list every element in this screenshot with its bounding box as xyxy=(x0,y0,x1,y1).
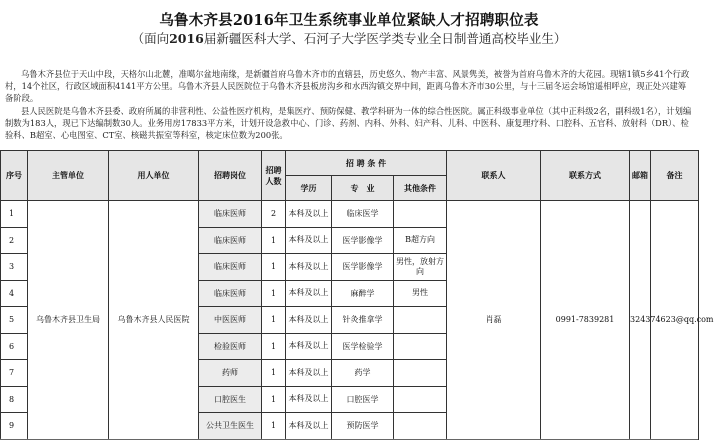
table-row xyxy=(1,201,699,228)
cell-position: 中医医师 xyxy=(199,307,262,334)
header-phone: 联系方式 xyxy=(541,151,630,201)
cell-position: 检验医师 xyxy=(199,333,262,360)
cell-count: 1 xyxy=(262,360,286,387)
cell-major: 口腔医学 xyxy=(332,386,394,413)
cell-position: 临床医师 xyxy=(199,254,262,281)
header-contact: 联系人 xyxy=(447,151,541,201)
subtitle-prefix: （面向 xyxy=(131,31,170,46)
header-email: 邮箱 xyxy=(630,151,651,201)
intro-paragraph-2: 县人民医院是乌鲁木齐县委、政府所属的非营利性、公益性医疗机构，是集医疗、预防保健、教学科研为一体的综合性医院。属正科级事业单位（其中正科级2名，副科级1名），计划编制数为183人，现已下达编制数30人。业务用房17833平方米，计划开设急救中心、门诊、药剂、内科、外科、妇产科、儿科、中医科、康复理疗科、口腔科、五官科、放射科（DR）、检验科、B超室、心电图室、CT室、核磁共振室等科室，核定床位数为200张。 xyxy=(5,105,692,141)
cell-seq: 5 xyxy=(1,307,28,334)
header-major: 专 业 xyxy=(332,176,394,201)
cell-count: 1 xyxy=(262,254,286,281)
cell-major: 医学检验学 xyxy=(332,333,394,360)
cell-seq: 6 xyxy=(1,333,28,360)
cell-other xyxy=(394,201,447,228)
header-count: 招聘人数 xyxy=(262,151,286,201)
cell-seq: 7 xyxy=(1,360,28,387)
cell-education: 本科及以上 xyxy=(286,227,332,254)
cell-other xyxy=(394,360,447,387)
bottom-edge xyxy=(0,438,698,444)
cell-education: 本科及以上 xyxy=(286,360,332,387)
header-position: 招聘岗位 xyxy=(199,151,262,201)
cell-other: 男性 xyxy=(394,280,447,307)
cell-seq: 3 xyxy=(1,254,28,281)
cell-other xyxy=(394,333,447,360)
cell-seq: 4 xyxy=(1,280,28,307)
cell-position: 临床医师 xyxy=(199,227,262,254)
subtitle-suffix: 届新疆医科大学、石河子大学医学类专业全日制普通高校毕业生） xyxy=(203,31,567,46)
cell-major: 临床医学 xyxy=(332,201,394,228)
cell-education: 本科及以上 xyxy=(286,280,332,307)
cell-count: 1 xyxy=(262,307,286,334)
recruitment-table xyxy=(0,150,714,440)
cell-email: 324374623@qq.com xyxy=(630,201,651,440)
cell-education: 本科及以上 xyxy=(286,201,332,228)
cell-count: 1 xyxy=(262,280,286,307)
header-authority: 主管单位 xyxy=(28,151,109,201)
cell-other xyxy=(394,413,447,440)
cell-education: 本科及以上 xyxy=(286,307,332,334)
cell-major: 预防医学 xyxy=(332,413,394,440)
cell-phone: 0991-7839281 xyxy=(541,201,630,440)
cell-other xyxy=(394,386,447,413)
cell-seq: 2 xyxy=(1,227,28,254)
cell-seq: 1 xyxy=(1,201,28,228)
intro-paragraph-1: 乌鲁木齐县位于天山中段，天格尔山北麓，准噶尔盆地南缘，是新疆首府乌鲁木齐市的直辖县，历史悠久、物产丰富、风景隽美，被誉为首府乌鲁木齐的大花园。现辖1镇5乡41个行政村，14个社区，行政区域面积4141平方公里。乌鲁木齐县人民医院位于乌鲁木齐县板房沟乡和水西沟镇交界中间，距离乌鲁木齐市30公里，与十三届冬运会场馆遥相呼应，现正处兴建筹备阶段。 xyxy=(5,69,690,104)
cell-major: 麻醉学 xyxy=(332,280,394,307)
cell-major: 医学影像学 xyxy=(332,227,394,254)
cell-count: 1 xyxy=(262,227,286,254)
header-remark: 备注 xyxy=(651,151,699,201)
cell-education: 本科及以上 xyxy=(286,413,332,440)
header-education: 学历 xyxy=(286,176,332,201)
cell-position: 临床医师 xyxy=(199,201,262,228)
subtitle-year: 2016 xyxy=(169,31,204,46)
cell-count: 2 xyxy=(262,201,286,228)
cell-position: 口腔医生 xyxy=(199,386,262,413)
cell-major: 医学影像学 xyxy=(332,254,394,281)
cell-major: 药学 xyxy=(332,360,394,387)
cell-contact: 肖磊 xyxy=(447,201,541,440)
header-seq: 序号 xyxy=(1,151,28,201)
cell-count: 1 xyxy=(262,413,286,440)
cell-education: 本科及以上 xyxy=(286,333,332,360)
header-employer: 用人单位 xyxy=(109,151,199,201)
cell-other xyxy=(394,307,447,334)
header-other: 其他条件 xyxy=(394,176,447,201)
cell-authority: 乌鲁木齐县卫生局 xyxy=(28,201,109,440)
cell-count: 1 xyxy=(262,386,286,413)
cell-position: 公共卫生医生 xyxy=(199,413,262,440)
cell-education: 本科及以上 xyxy=(286,386,332,413)
header-conditions: 招 聘 条 件 xyxy=(286,151,447,176)
cell-employer: 乌鲁木齐县人民医院 xyxy=(109,201,199,440)
cell-education: 本科及以上 xyxy=(286,254,332,281)
cell-position: 药师 xyxy=(199,360,262,387)
cell-other: 男性，放射方向 xyxy=(394,254,447,281)
cell-seq: 9 xyxy=(1,413,28,440)
cell-seq: 8 xyxy=(1,386,28,413)
cell-count: 1 xyxy=(262,333,286,360)
document-subtitle xyxy=(0,29,698,47)
document-title: 乌鲁木齐县2016年卫生系统事业单位紧缺人才招聘职位表 xyxy=(159,12,539,29)
cell-other: B超方向 xyxy=(394,227,447,254)
intro-text xyxy=(5,68,693,141)
cell-position: 临床医师 xyxy=(199,280,262,307)
cell-major: 针灸推拿学 xyxy=(332,307,394,334)
